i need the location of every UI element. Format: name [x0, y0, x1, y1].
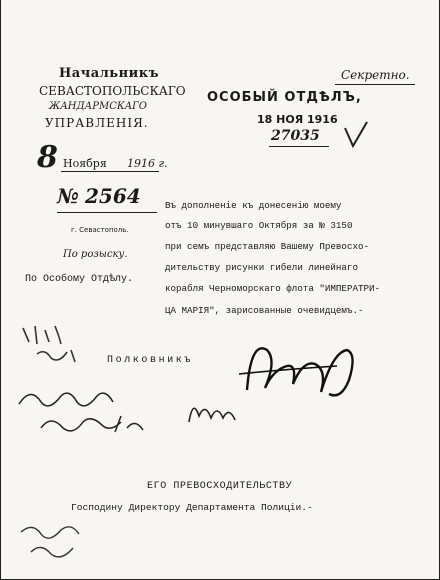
addressee-line-2: Господину Директору Департамента Полиціи.-	[71, 502, 313, 513]
body-line: отъ 10 минувшаго Октября за № 3150	[165, 220, 353, 231]
addressee-line-1: ЕГО ПРЕВОСХОДИТЕЛЬСТВУ	[147, 481, 293, 492]
date-year: 1916 г.	[127, 157, 168, 170]
handwritten-mark	[15, 318, 95, 368]
number-underline	[57, 212, 157, 213]
stamp-date: 18 НОЯ 1916	[257, 113, 338, 126]
letterhead-line-4: УПРАВЛЕНІЯ.	[45, 116, 149, 130]
signature	[237, 330, 367, 410]
stamp-number: 27035	[271, 128, 320, 144]
department-stamp: ОСОБЫЙ ОТДѢЛЪ,	[207, 90, 362, 105]
body-line: корабля Черноморскаго флота "ИМПЕРАТРИ-	[165, 283, 381, 294]
letterhead-line-3: ЖАНДАРМСКАГО	[49, 101, 147, 112]
handwritten-mark-bottom	[15, 518, 95, 568]
number-prefix: №	[57, 184, 79, 208]
handwritten-initials	[183, 392, 243, 432]
signature-title: Полковникъ	[107, 355, 194, 366]
search-note: По розыску.	[63, 249, 128, 260]
letterhead-line-2: СЕВАСТОПОЛЬСКАГО	[39, 84, 186, 98]
date-day: 8	[37, 140, 58, 175]
body-line: Въ дополненіе къ донесенію моему	[165, 200, 342, 211]
recipient-dept: По Особому Отдѣлу.	[25, 274, 134, 285]
date-month: Ноября	[63, 157, 107, 170]
outgoing-number: 2564	[85, 184, 141, 208]
checkmark-icon	[341, 120, 371, 152]
date-underline	[61, 171, 159, 172]
body-line: ЦА МАРІЯ", зарисованные очевидцемъ.-	[165, 305, 364, 316]
secret-label: Секретно.	[341, 68, 410, 82]
stamp-number-underline	[269, 146, 329, 147]
letterhead-title: Начальникъ	[59, 66, 160, 81]
city: г. Севастополь.	[71, 226, 129, 234]
handwritten-note	[11, 378, 161, 448]
body-line: дительству рисунки гибели линейнаго	[165, 262, 358, 273]
body-line: при семъ представляю Вашему Превосхо-	[165, 241, 369, 252]
secret-underline	[335, 84, 415, 85]
